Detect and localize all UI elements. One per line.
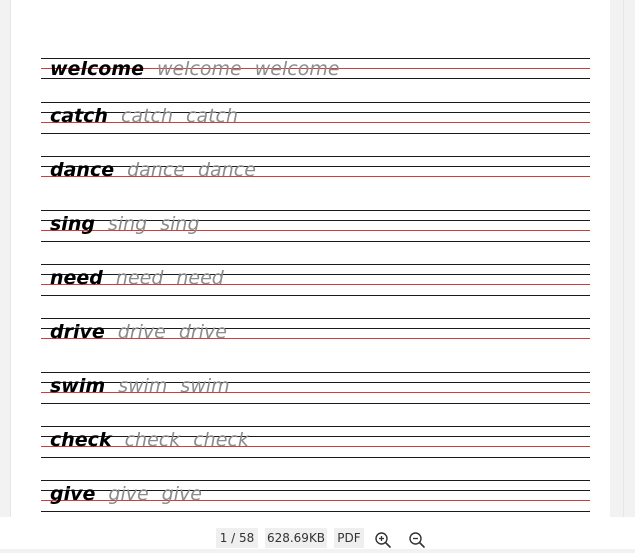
trace-word: check xyxy=(193,429,249,451)
word-group xyxy=(50,214,213,234)
trace-word: drive xyxy=(117,321,166,343)
guide-line xyxy=(41,210,590,211)
model-word: sing xyxy=(50,213,95,235)
writing-row xyxy=(41,372,590,412)
zoom-in-icon[interactable] xyxy=(374,531,392,549)
trace-word: give xyxy=(161,483,202,505)
writing-row xyxy=(41,264,590,304)
guide-line xyxy=(41,480,590,481)
word-group xyxy=(50,376,243,396)
model-word: need xyxy=(50,267,103,289)
guide-line xyxy=(41,426,590,427)
document-page xyxy=(10,0,624,517)
word-group xyxy=(50,106,251,126)
guide-line xyxy=(41,102,590,103)
writing-row xyxy=(41,426,590,466)
writing-row xyxy=(41,318,590,358)
writing-row xyxy=(41,58,590,98)
word-group xyxy=(50,160,269,180)
guide-line xyxy=(41,457,590,458)
guide-line xyxy=(41,511,590,512)
trace-word: catch xyxy=(120,105,173,127)
trace-word: welcome xyxy=(156,58,242,80)
word-group xyxy=(50,484,215,504)
trace-word: welcome xyxy=(254,58,340,80)
writing-row xyxy=(41,480,590,517)
model-word: check xyxy=(50,429,112,451)
writing-row xyxy=(41,102,590,142)
guide-line xyxy=(41,403,590,404)
trace-word: sing xyxy=(160,213,200,235)
trace-word: check xyxy=(124,429,181,451)
trace-word: need xyxy=(176,267,224,289)
trace-word: need xyxy=(115,267,164,289)
model-word: swim xyxy=(50,375,106,397)
trace-word: catch xyxy=(186,105,239,127)
model-word: drive xyxy=(50,321,105,343)
writing-row xyxy=(41,156,590,196)
page-indicator: 1 / 58 xyxy=(216,528,258,548)
trace-word: drive xyxy=(178,321,227,343)
guide-line xyxy=(41,133,590,134)
file-type-badge: PDF xyxy=(334,528,364,548)
guide-line xyxy=(41,241,590,242)
guide-line xyxy=(41,264,590,265)
guide-line xyxy=(41,318,590,319)
page-scroll-strip xyxy=(610,0,623,517)
trace-word: swim xyxy=(118,375,168,397)
word-group xyxy=(50,322,240,342)
guide-line xyxy=(41,156,590,157)
trace-word: give xyxy=(108,483,149,505)
trace-word: dance xyxy=(127,159,185,181)
trace-word: sing xyxy=(107,213,148,235)
model-word: give xyxy=(50,483,96,505)
file-size-badge: 628.69KB xyxy=(265,528,327,548)
word-group xyxy=(50,430,262,450)
model-word: welcome xyxy=(50,58,144,80)
model-word: catch xyxy=(50,105,108,127)
word-group xyxy=(50,268,237,288)
trace-word: swim xyxy=(180,375,230,397)
viewer-footer-toolbar xyxy=(0,517,635,549)
trace-word: dance xyxy=(198,159,256,181)
zoom-out-icon[interactable] xyxy=(408,531,426,549)
writing-row xyxy=(41,210,590,250)
guide-line xyxy=(41,372,590,373)
model-word: dance xyxy=(50,159,115,181)
word-group xyxy=(50,59,353,79)
guide-line xyxy=(41,295,590,296)
